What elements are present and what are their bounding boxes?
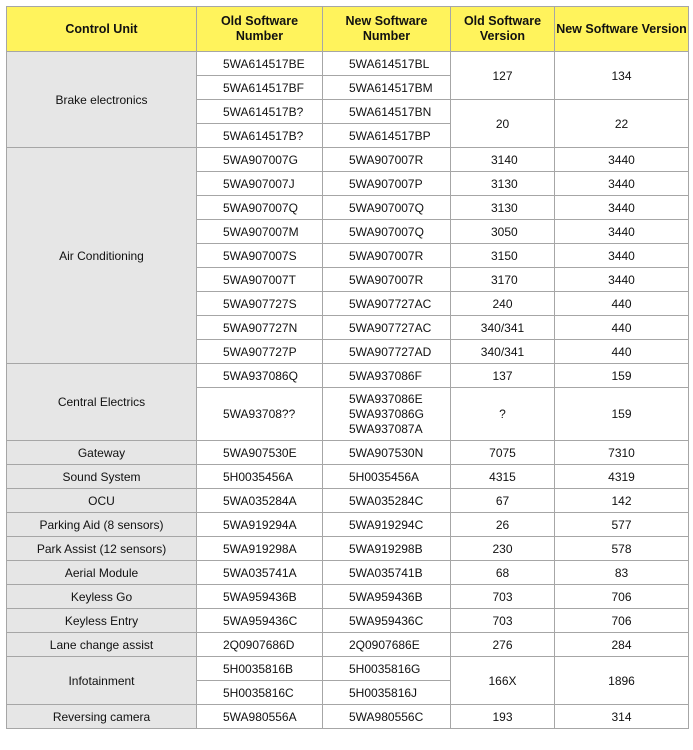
new-number-cell: 5WA907727AC (323, 292, 451, 316)
old-version-cell: 137 (451, 364, 555, 388)
new-version-cell: 440 (555, 292, 689, 316)
new-version-cell: 3440 (555, 196, 689, 220)
old-number-cell: 5H0035816B (197, 657, 323, 681)
unit-air-conditioning: Air Conditioning (7, 148, 197, 364)
table-row (7, 609, 689, 633)
new-version-cell: 440 (555, 340, 689, 364)
table-row (7, 465, 689, 489)
new-number-cell: 5WA614517BM (323, 76, 451, 100)
new-version-cell: 706 (555, 609, 689, 633)
old-version-cell: 3140 (451, 148, 555, 172)
old-number-cell: 5WA959436B (197, 585, 323, 609)
new-number-cell: 5WA907007R (323, 268, 451, 292)
new-version-cell: 440 (555, 316, 689, 340)
header-new-sw-number: New Software Number (323, 7, 451, 52)
new-version-cell: 284 (555, 633, 689, 657)
table-row (7, 513, 689, 537)
old-version-cell: 127 (451, 52, 555, 100)
new-number-cell: 5H0035456A (323, 465, 451, 489)
old-number-cell: 5H0035456A (197, 465, 323, 489)
new-number-cell: 5WA980556C (323, 705, 451, 729)
old-version-cell: 340/341 (451, 340, 555, 364)
new-number-cell: 5WA614517BN (323, 100, 451, 124)
old-version-cell: 3150 (451, 244, 555, 268)
new-number-cell: 5WA959436C (323, 609, 451, 633)
old-version-cell: 3130 (451, 172, 555, 196)
new-version-cell: 3440 (555, 172, 689, 196)
new-version-cell: 314 (555, 705, 689, 729)
new-number-cell: 5WA035741B (323, 561, 451, 585)
unit-reversing-camera: Reversing camera (7, 705, 197, 729)
table-row (7, 441, 689, 465)
unit-central-electrics: Central Electrics (7, 364, 197, 441)
old-number-cell: 5WA907007G (197, 148, 323, 172)
software-table (6, 6, 689, 729)
new-version-cell: 4319 (555, 465, 689, 489)
table-row (7, 657, 689, 681)
table-row (7, 705, 689, 729)
old-number-cell: 5WA614517B? (197, 100, 323, 124)
new-version-cell: 3440 (555, 148, 689, 172)
old-number-cell: 2Q0907686D (197, 633, 323, 657)
new-number-cell: 5WA907530N (323, 441, 451, 465)
new-number-cell: 5WA907007R (323, 244, 451, 268)
new-number-cell: 5WA035284C (323, 489, 451, 513)
old-number-cell: 5WA907007Q (197, 196, 323, 220)
old-number-cell: 5WA907007S (197, 244, 323, 268)
old-number-cell: 5WA907007J (197, 172, 323, 196)
old-number-cell: 5WA919294A (197, 513, 323, 537)
old-number-cell: 5WA907007M (197, 220, 323, 244)
old-version-cell: 166X (451, 657, 555, 705)
old-version-cell: 276 (451, 633, 555, 657)
old-version-cell: 3170 (451, 268, 555, 292)
old-number-cell: 5WA907727S (197, 292, 323, 316)
unit-park-assist: Park Assist (12 sensors) (7, 537, 197, 561)
old-version-cell: 703 (451, 609, 555, 633)
header-old-sw-number: Old Software Number (197, 7, 323, 52)
header-old-sw-version: Old Software Version (451, 7, 555, 52)
new-number-cell: 5WA919298B (323, 537, 451, 561)
new-number-cell: 5WA907007Q (323, 196, 451, 220)
new-version-cell: 159 (555, 364, 689, 388)
new-number-cell: 5WA907727AD (323, 340, 451, 364)
old-number-cell: 5WA907727P (197, 340, 323, 364)
new-number-cell: 5WA907007P (323, 172, 451, 196)
table-row (7, 489, 689, 513)
old-version-cell: 3130 (451, 196, 555, 220)
old-version-cell: 20 (451, 100, 555, 148)
header-new-sw-version: New Software Version (555, 7, 689, 52)
unit-gateway: Gateway (7, 441, 197, 465)
old-number-cell: 5WA93708?? (197, 388, 323, 441)
old-number-cell: 5WA907007T (197, 268, 323, 292)
old-version-cell: 26 (451, 513, 555, 537)
table-row (7, 52, 689, 76)
new-number-cell: 5WA907727AC (323, 316, 451, 340)
new-version-cell: 1896 (555, 657, 689, 705)
old-number-cell: 5WA937086Q (197, 364, 323, 388)
old-version-cell: 67 (451, 489, 555, 513)
new-version-cell: 706 (555, 585, 689, 609)
old-number-cell: 5H0035816C (197, 681, 323, 705)
old-number-cell: 5WA907530E (197, 441, 323, 465)
new-version-cell: 142 (555, 489, 689, 513)
header-row (7, 7, 689, 52)
new-version-cell: 7310 (555, 441, 689, 465)
new-number-line: 5WA937086G (349, 406, 424, 421)
table-row (7, 537, 689, 561)
old-version-cell: 703 (451, 585, 555, 609)
new-number-cell: 2Q0907686E (323, 633, 451, 657)
new-number-line: 5WA937087A (349, 421, 423, 436)
new-version-cell: 83 (555, 561, 689, 585)
old-number-cell: 5WA035741A (197, 561, 323, 585)
old-number-cell: 5WA919298A (197, 537, 323, 561)
old-version-cell: 7075 (451, 441, 555, 465)
unit-lane-change-assist: Lane change assist (7, 633, 197, 657)
old-number-cell: 5WA614517BE (197, 52, 323, 76)
new-version-cell: 134 (555, 52, 689, 100)
old-number-cell: 5WA959436C (197, 609, 323, 633)
new-version-cell: 578 (555, 537, 689, 561)
new-version-cell: 3440 (555, 220, 689, 244)
new-number-cell: 5WA614517BP (323, 124, 451, 148)
new-version-cell: 159 (555, 388, 689, 441)
new-number-cell: 5WA614517BL (323, 52, 451, 76)
old-version-cell: ? (451, 388, 555, 441)
new-version-cell: 3440 (555, 244, 689, 268)
new-version-cell: 577 (555, 513, 689, 537)
new-number-line: 5WA937086E (349, 391, 423, 406)
new-number-cell: 5H0035816G (323, 657, 451, 681)
unit-parking-aid: Parking Aid (8 sensors) (7, 513, 197, 537)
unit-sound-system: Sound System (7, 465, 197, 489)
unit-keyless-go: Keyless Go (7, 585, 197, 609)
header-control-unit: Control Unit (7, 7, 197, 52)
unit-keyless-entry: Keyless Entry (7, 609, 197, 633)
old-number-cell: 5WA907727N (197, 316, 323, 340)
old-version-cell: 68 (451, 561, 555, 585)
new-number-cell: 5WA959436B (323, 585, 451, 609)
old-number-cell: 5WA980556A (197, 705, 323, 729)
unit-infotainment: Infotainment (7, 657, 197, 705)
unit-brake-electronics: Brake electronics (7, 52, 197, 148)
table-row (7, 633, 689, 657)
new-number-cell: 5WA907007R (323, 148, 451, 172)
table-row (7, 148, 689, 172)
new-number-cell: 5WA937086F (323, 364, 451, 388)
old-version-cell: 230 (451, 537, 555, 561)
unit-aerial-module: Aerial Module (7, 561, 197, 585)
table-row (7, 561, 689, 585)
old-version-cell: 3050 (451, 220, 555, 244)
new-number-cell: 5H0035816J (323, 681, 451, 705)
old-version-cell: 240 (451, 292, 555, 316)
new-version-cell: 3440 (555, 268, 689, 292)
old-version-cell: 4315 (451, 465, 555, 489)
unit-ocu: OCU (7, 489, 197, 513)
old-number-cell: 5WA035284A (197, 489, 323, 513)
new-number-cell (323, 388, 451, 441)
old-version-cell: 193 (451, 705, 555, 729)
new-number-cell: 5WA907007Q (323, 220, 451, 244)
new-version-cell: 22 (555, 100, 689, 148)
old-version-cell: 340/341 (451, 316, 555, 340)
table-row (7, 585, 689, 609)
old-number-cell: 5WA614517BF (197, 76, 323, 100)
new-number-cell: 5WA919294C (323, 513, 451, 537)
table-row (7, 364, 689, 388)
old-number-cell: 5WA614517B? (197, 124, 323, 148)
